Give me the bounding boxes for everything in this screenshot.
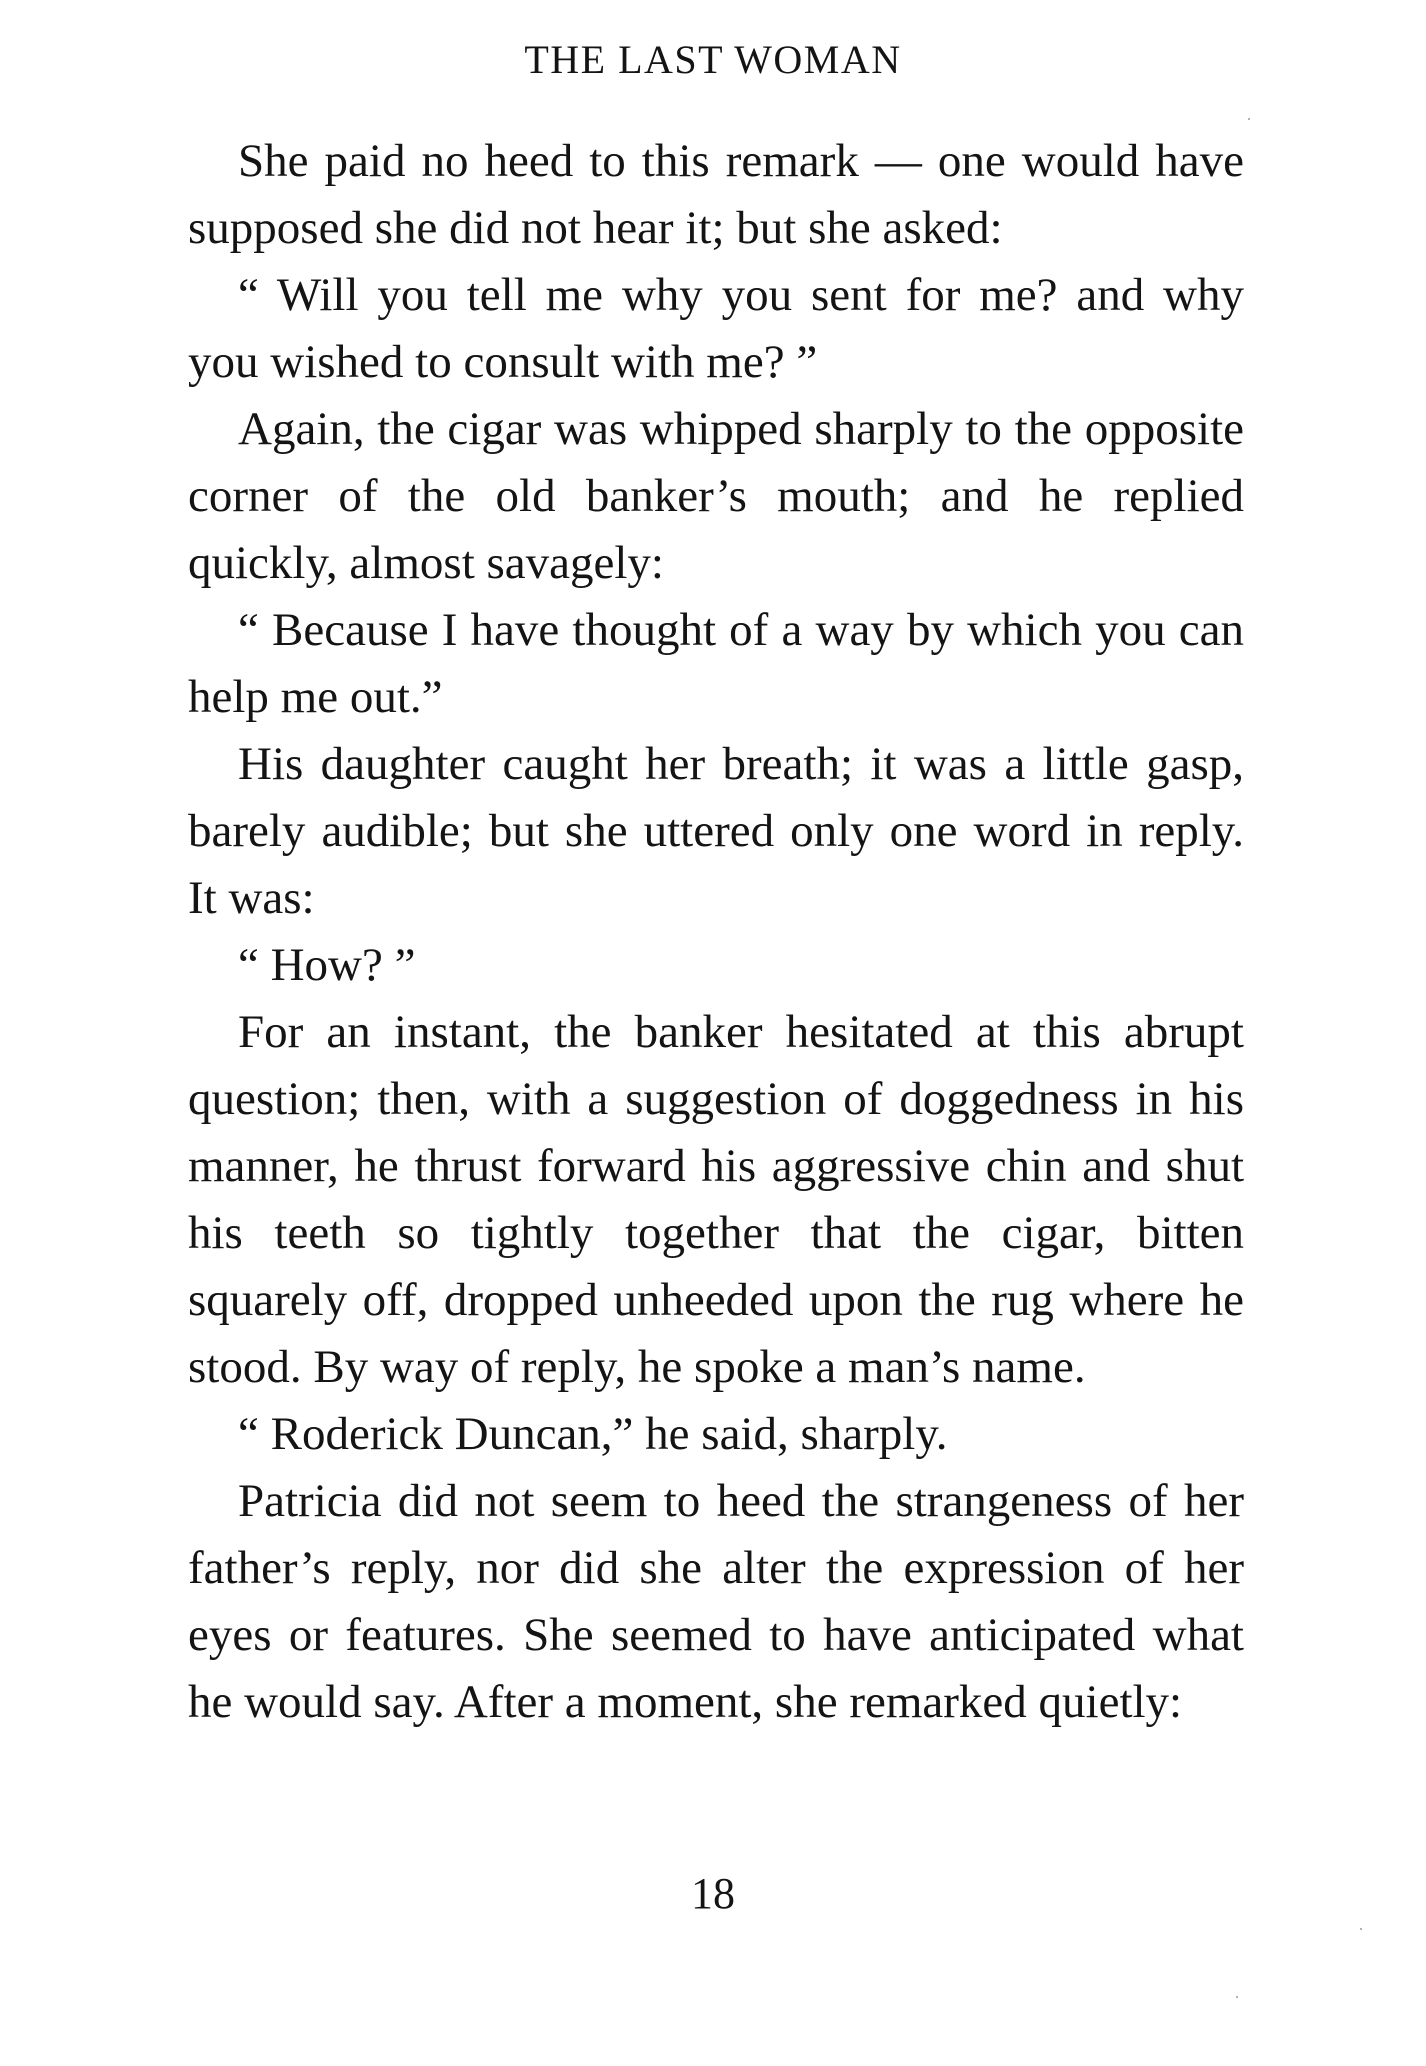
running-head: THE LAST WOMAN [524,37,902,82]
scan-speck [1360,1928,1362,1930]
page-number: 18 [691,1869,735,1918]
scan-speck [1236,1996,1238,1998]
paragraph: His daughter caught her breath; it was a little gasp, barely audible; but she uttered only one word in reply. It was: [188,738,1244,924]
paragraph: Again, the cigar was whipped sharply to the opposite corner of the old banker’s mouth; and he replied quickly, almost savagely: [188,403,1244,589]
paragraph: “ Will you tell me why you sent for me? and why you wished to consult with me? ” [188,269,1244,388]
paragraph: Patricia did not seem to heed the strangeness of her father’s reply, nor did she alter the expression of her eyes or features. She seemed to have anticipated what he would say. After a moment, she remarked quietly: [188,1475,1244,1728]
paragraph: “ Roderick Duncan,” he said, sharply. [238,1408,948,1460]
scan-speck [1248,118,1250,120]
paragraph: “ Because I have thought of a way by which you can help me out.” [188,604,1244,723]
body-text [188,128,1244,1736]
paragraph: “ How? ” [238,939,416,991]
paragraph: She paid no heed to this remark — one would have supposed she did not hear it; but she asked: [188,135,1244,254]
paragraph: For an instant, the banker hesitated at this abrupt question; then, with a suggestion of doggedness in his manner, he thrust forward his aggressive chin and shut his teeth so tightly together that the cigar, bitten squarely off, dropped unheeded upon the rug where he stood. By way of reply, he spoke a man’s name. [188,1006,1244,1393]
